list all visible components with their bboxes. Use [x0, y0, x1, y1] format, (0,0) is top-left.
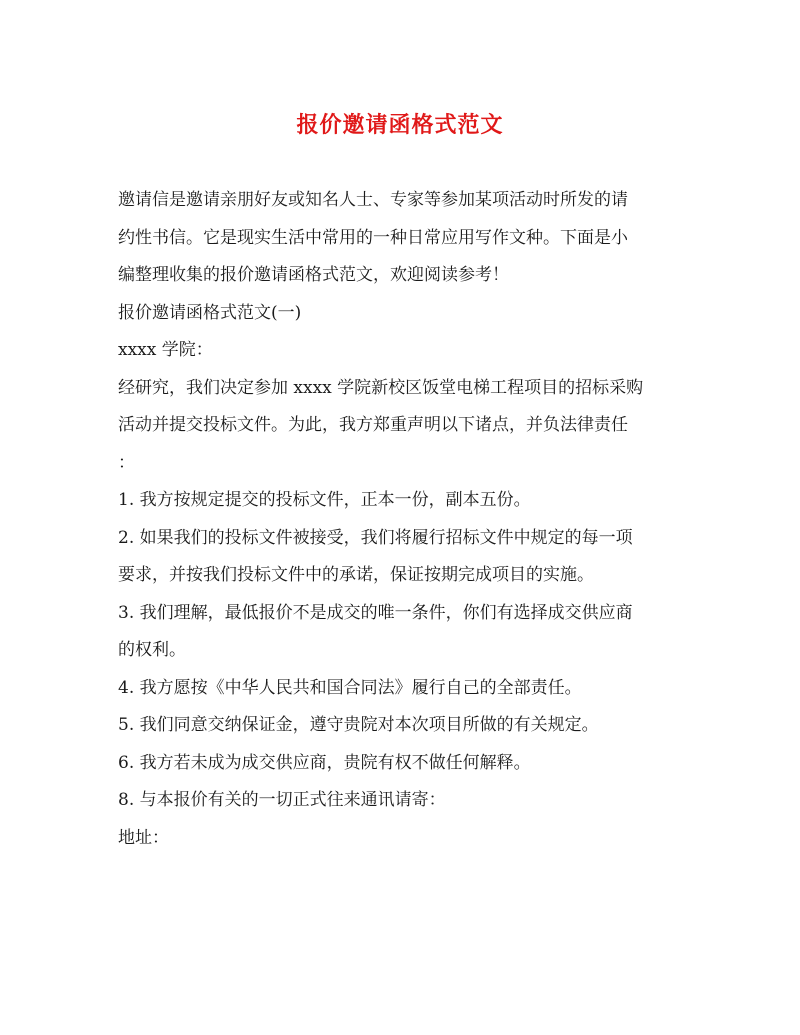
body-line: ： — [118, 452, 135, 473]
list-item: 2. 如果我们的投标文件被接受，我们将履行招标文件中规定的每一项 — [118, 527, 633, 548]
salutation: xxxx 学院： — [118, 340, 213, 360]
body-line: 经研究，我们决定参加 xxxx 学院新校区饭堂电梯工程项目的招标采购 — [118, 377, 644, 398]
document-title: 报价邀请函格式范文 — [296, 112, 504, 138]
list-item: 3. 我们理解，最低报价不是成交的唯一条件，你们有选择成交供应商 — [118, 602, 633, 623]
list-item-continuation: 要求，并按我们投标文件中的承诺，保证按期完成项目的实施。 — [118, 565, 594, 585]
address-label: 地址： — [118, 827, 169, 848]
section-heading: 报价邀请函格式范文(一) — [118, 302, 302, 323]
list-item-continuation: 的权利。 — [118, 640, 186, 660]
body-line: 活动并提交投标文件。为此，我方郑重声明以下诸点，并负法律责任 — [118, 415, 628, 435]
body-line: 约性书信。它是现实生活中常用的一种日常应用写作文种。下面是小 — [118, 227, 628, 248]
list-item: 4. 我方愿按《中华人民共和国合同法》履行自己的全部责任。 — [118, 677, 582, 698]
body-line: 邀请信是邀请亲朋好友或知名人士、专家等参加某项活动时所发的请 — [118, 190, 628, 210]
body-line: 编整理收集的报价邀请函格式范文，欢迎阅读参考！ — [118, 265, 509, 285]
list-item: 1. 我方按规定提交的投标文件，正本一份，副本五份。 — [118, 490, 531, 510]
list-item: 8. 与本报价有关的一切正式往来通讯请寄： — [118, 790, 446, 810]
list-item: 5. 我们同意交纳保证金，遵守贵院对本次项目所做的有关规定。 — [118, 715, 599, 735]
document-body — [118, 182, 678, 857]
list-item: 6. 我方若未成为成交供应商，贵院有权不做任何解释。 — [118, 752, 531, 773]
